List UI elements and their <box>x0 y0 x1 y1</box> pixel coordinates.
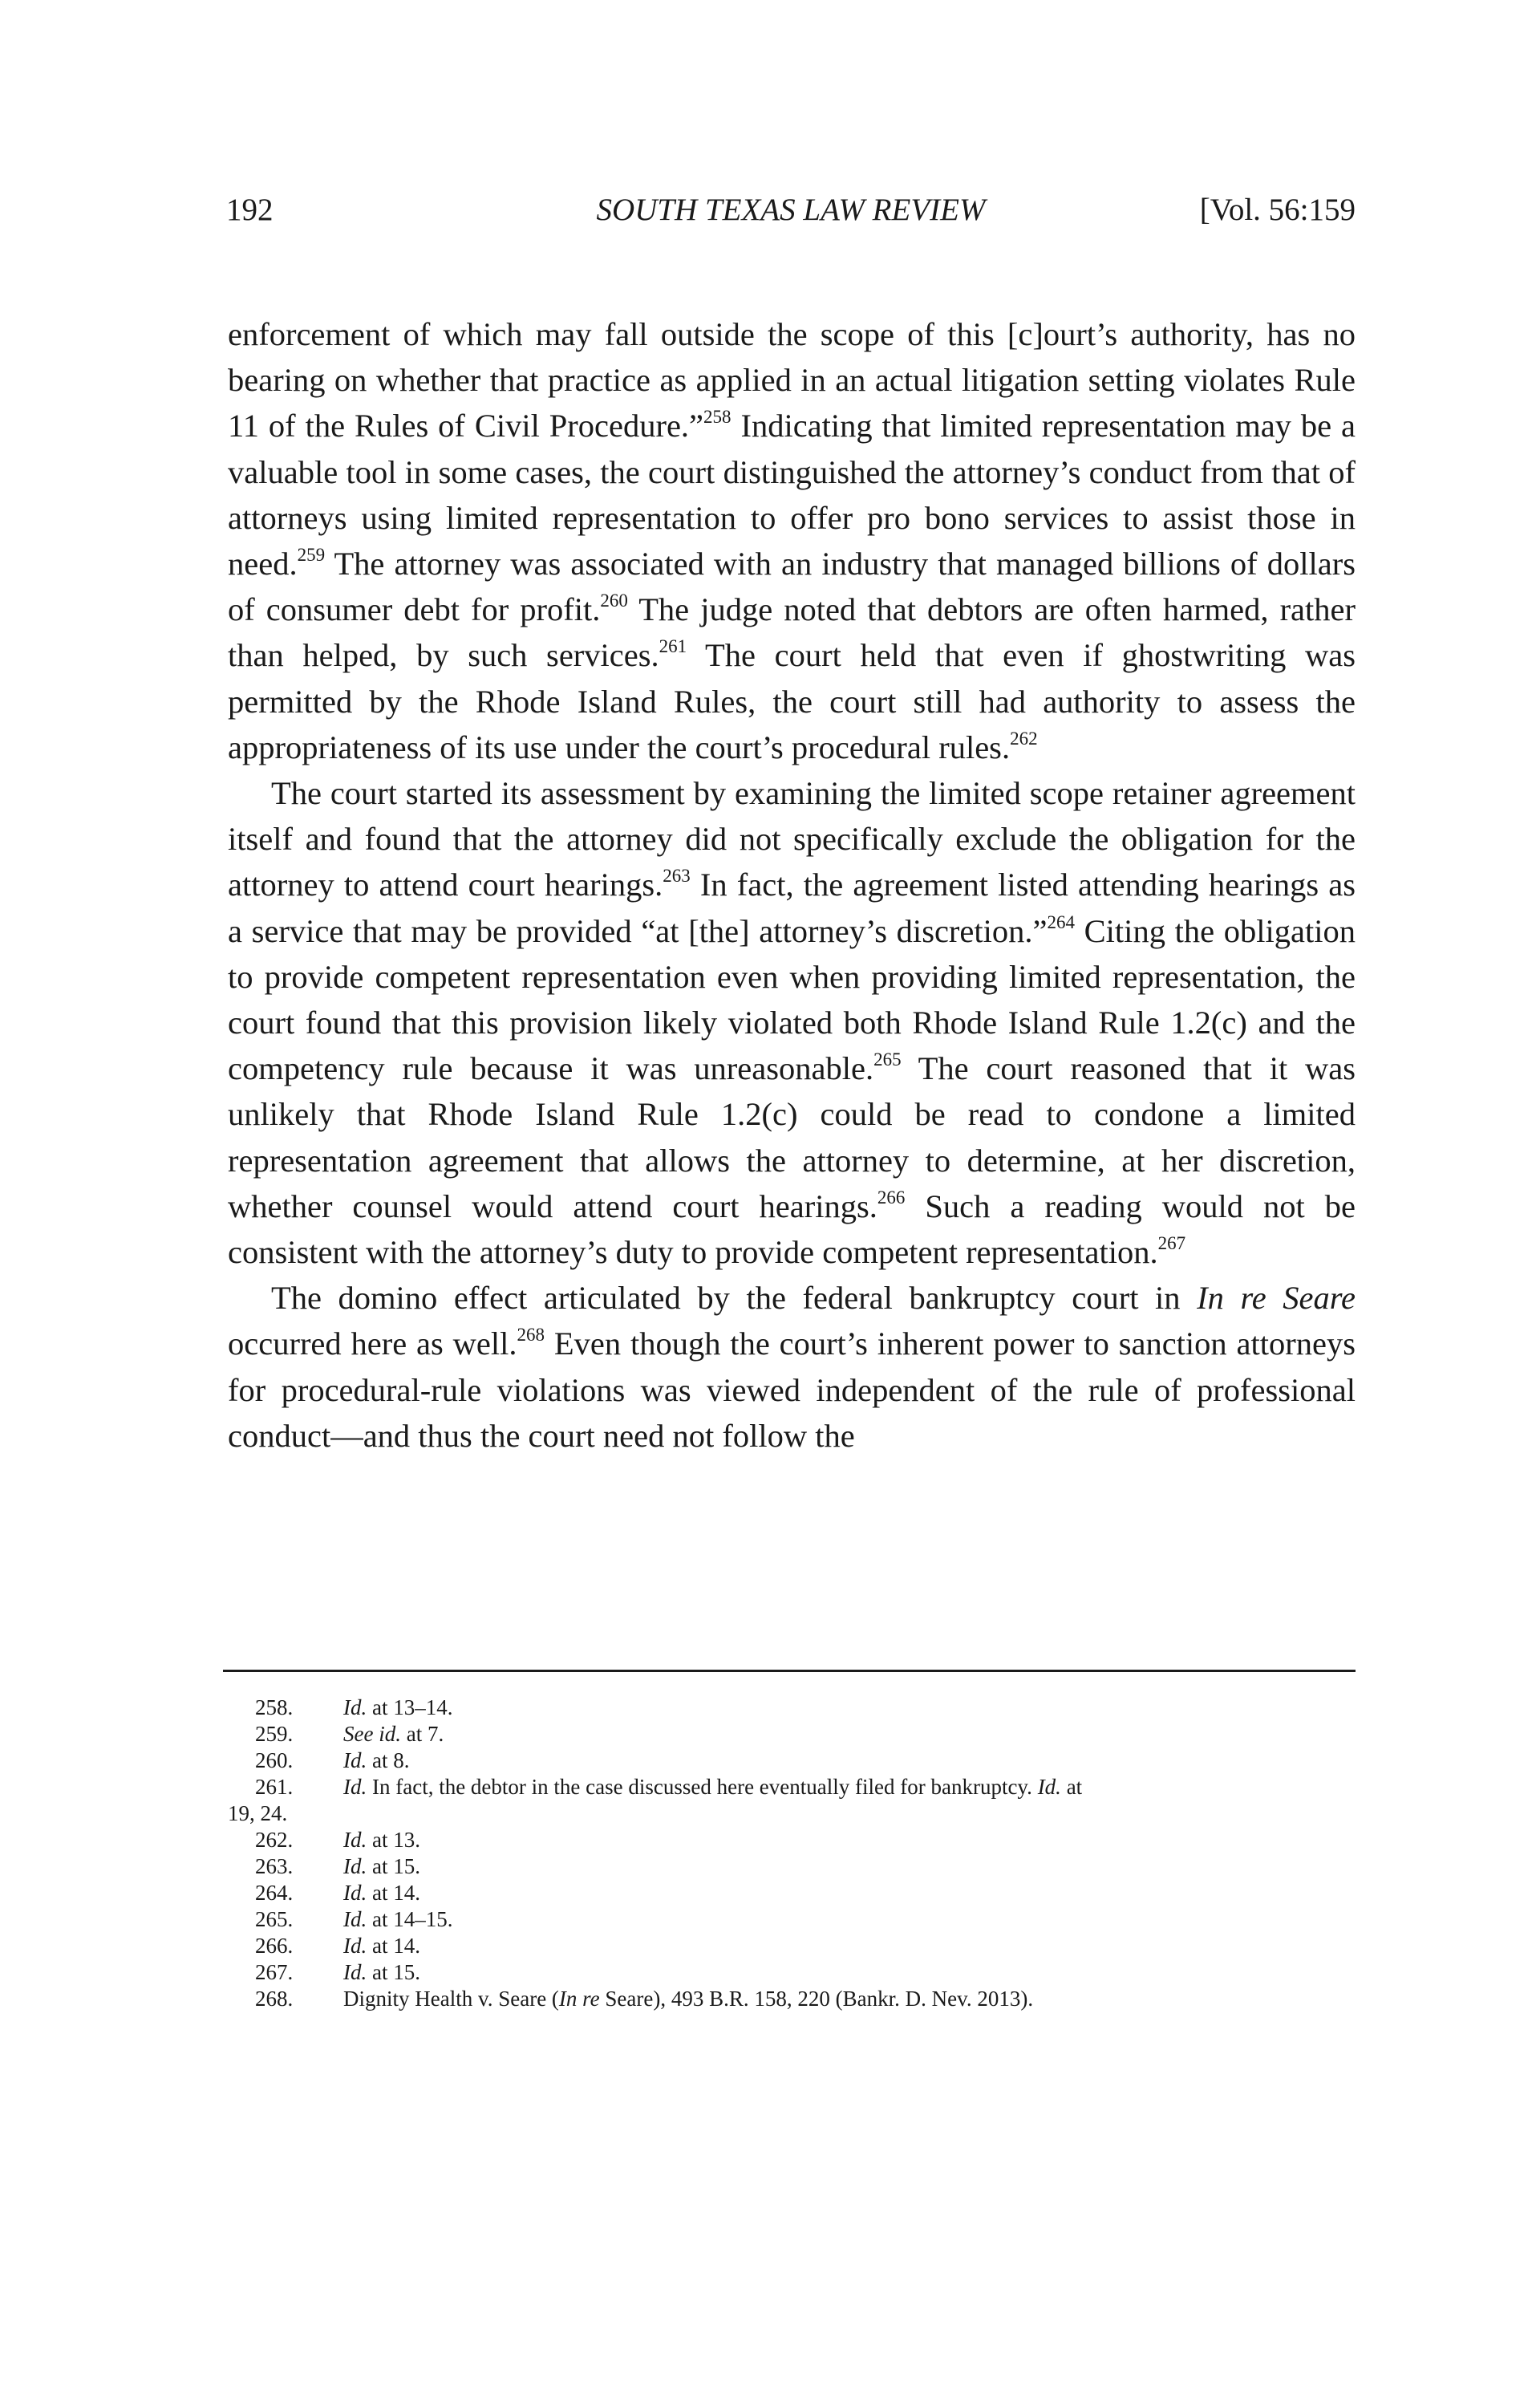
footnote-text: at 7. <box>400 1722 444 1746</box>
text-run: The attorney was associated with an industry that managed billions of dollars of consumer debt for profit. <box>228 546 1356 628</box>
footnote <box>228 1774 1356 1827</box>
footnote-number: 266. <box>255 1934 294 1958</box>
footnote-ref: 267 <box>1157 1233 1186 1254</box>
footnote-text: at 15. <box>367 1854 420 1878</box>
footnote-number: 264. <box>255 1881 294 1905</box>
citation-signal: Id. <box>343 1828 367 1852</box>
text-run: The court started its assessment by examining the limited scope retainer agreement itself and found that the attorney did not specifically exclude the obligation for the attorney to attend court hearings. <box>228 775 1356 903</box>
footnote-ref: 262 <box>1010 728 1038 749</box>
text-run: The court held that even if ghostwriting was permitted by the Rhode Island Rules, the court still had authority to assess the appropriateness of its use under the court’s procedural rules. <box>228 637 1356 765</box>
footnote-ref: 264 <box>1047 911 1075 932</box>
footnote-number: 262. <box>255 1828 294 1852</box>
case-name: In re Seare <box>1197 1280 1356 1317</box>
footnote-text: at 14. <box>367 1881 420 1905</box>
footnote-text: In fact, the debtor in the case discussed here eventually filed for bankruptcy. <box>367 1775 1038 1799</box>
footnote-number: 258. <box>255 1695 294 1719</box>
footnote <box>228 1906 1356 1933</box>
footnote-number: 267. <box>255 1960 294 1984</box>
text-run: Even though the court’s inherent power to sanction attorneys for procedural-rule violations was viewed independent of the rule of professional conduct—and thus the court need not follow the <box>228 1325 1356 1454</box>
text-run: The domino effect articulated by the federal bankruptcy court in <box>271 1280 1198 1317</box>
citation-signal: Id. <box>343 1934 367 1958</box>
footnote-continuation: 19, 24. <box>228 1801 288 1825</box>
footnote-text: at 13–14. <box>367 1695 453 1719</box>
text-run: enforcement of which may fall outside the scope of this [c]ourt’s authority, has no bearing on whether that practice as applied in an actual litigation setting violates Rule 11 of the Rules of Civil Procedure.” <box>228 316 1356 444</box>
citation-signal: In re <box>558 1987 600 2011</box>
footnote-ref: 259 <box>297 545 326 566</box>
footnote <box>228 1880 1356 1906</box>
paragraph-3 <box>228 1275 1356 1459</box>
footnote <box>228 1933 1356 1959</box>
footnote <box>228 1747 1356 1774</box>
footnote-text: at 13. <box>367 1828 420 1852</box>
footnote-text: at 8. <box>367 1748 410 1772</box>
footnote <box>228 1721 1356 1747</box>
footnote <box>228 1986 1356 2012</box>
text-run: Indicating that limited representation may be a valuable tool in some cases, the court distinguished the attorney’s conduct from that of attorneys using limited representation to offer pro bono services to assist those in need. <box>228 408 1356 582</box>
volume-citation: [Vol. 56:159 <box>1199 193 1356 227</box>
main-text <box>228 311 1356 1459</box>
footnote-text: at <box>1060 1775 1083 1799</box>
footnote-text: at 14–15. <box>367 1907 453 1931</box>
text-run: The court reasoned that it was unlikely that Rhode Island Rule 1.2(c) could be read to condone a limited representation agreement that allows the attorney to determine, at her discretion, whether counsel would attend court hearings. <box>228 1050 1356 1224</box>
text-run: In fact, the agreement listed attending hearings as a service that may be provided “at [the] attorney’s discretion.” <box>228 867 1356 949</box>
citation-signal: See id. <box>343 1722 401 1746</box>
footnote-ref: 260 <box>600 591 628 611</box>
footnote-number: 260. <box>255 1748 294 1772</box>
text-run: Citing the obligation to provide competent representation even when providing limited representation, the court found that this provision likely violated both Rhode Island Rule 1.2(c) and the competency rule because it was unreasonable. <box>228 912 1356 1087</box>
footnote-ref: 265 <box>873 1049 902 1070</box>
text-run: The judge noted that debtors are often harmed, rather than helped, by such services. <box>228 591 1356 674</box>
footnotes <box>228 1695 1356 2012</box>
footnote-divider <box>223 1670 1356 1672</box>
page-number: 192 <box>226 193 274 227</box>
footnote-ref: 266 <box>877 1187 906 1208</box>
citation-signal: Id. <box>343 1775 367 1799</box>
footnote-number: 263. <box>255 1854 294 1878</box>
text-run: occurred here as well. <box>228 1325 517 1362</box>
footnote-text: Dignity Health v. Seare ( <box>343 1987 559 2011</box>
footnote <box>228 1853 1356 1880</box>
footnote-ref: 258 <box>703 407 732 428</box>
citation-signal: Id. <box>343 1881 367 1905</box>
citation-signal: Id. <box>343 1748 367 1772</box>
footnote-text: Seare), 493 B.R. 158, 220 (Bankr. D. Nev. 2013). <box>599 1987 1034 2011</box>
running-header <box>226 186 1356 234</box>
citation-signal: Id. <box>343 1960 367 1984</box>
footnote-ref: 268 <box>517 1325 545 1346</box>
footnote <box>228 1827 1356 1853</box>
footnote <box>228 1959 1356 1986</box>
footnote-number: 261. <box>255 1775 294 1799</box>
journal-title: SOUTH TEXAS LAW REVIEW <box>596 193 986 227</box>
footnote-ref: 261 <box>659 636 687 657</box>
citation-signal: Id. <box>343 1695 367 1719</box>
text-run: Such a reading would not be consistent with the attorney’s duty to provide competent representation. <box>228 1187 1356 1271</box>
footnote-number: 268. <box>255 1987 294 2011</box>
paragraph-2 <box>228 770 1356 1275</box>
footnote-number: 259. <box>255 1722 294 1746</box>
citation-signal: Id. <box>343 1854 367 1878</box>
footnote-number: 265. <box>255 1907 294 1931</box>
footnote-ref: 263 <box>663 866 691 887</box>
footnote-text: at 15. <box>367 1960 420 1984</box>
footnote <box>228 1695 1356 1721</box>
paragraph-1 <box>228 311 1356 770</box>
footnote-text: at 14. <box>367 1934 420 1958</box>
citation-signal: Id. <box>343 1907 367 1931</box>
citation-signal: Id. <box>1037 1775 1061 1799</box>
